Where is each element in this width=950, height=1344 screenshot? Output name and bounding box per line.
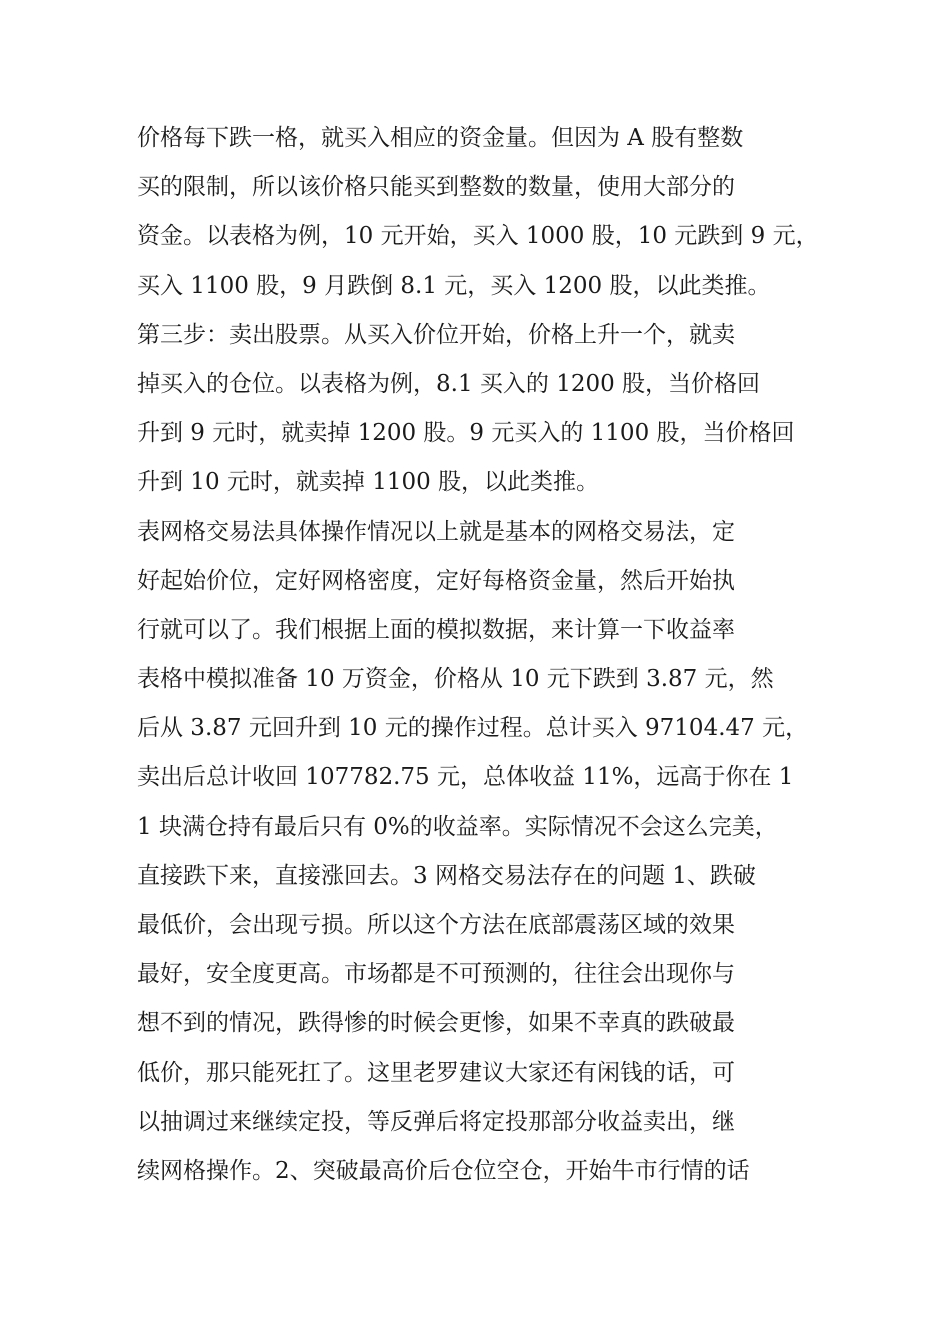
text-line: 买的限制，所以该价格只能买到整数的数量，使用大部分的 [137,174,735,201]
text-line: 好起始价位，定好网格密度，定好每格资金量，然后开始执 [137,567,735,594]
text-line: 掉买入的仓位。以表格为例，8.1 买入的 1200 股，当价格回 [137,370,761,397]
text-line: 1 块满仓持有最后只有 0%的收益率。实际情况不会这么完美， [137,813,778,840]
text-line: 想不到的情况，跌得惨的时候会更惨，如果不幸真的跌破最 [137,1010,735,1037]
text-line: 价格每下跌一格，就买入相应的资金量。但因为 A 股有整数 [137,125,744,151]
text-line: 资金。以表格为例，10 元开始，买入 1000 股，10 元跌到 9 元， [137,223,819,250]
text-line: 第三步：卖出股票。从买入价位开始，价格上升一个，就卖 [137,321,735,348]
text-line: 表格中模拟准备 10 万资金，价格从 10 元下跌到 3.87 元，然 [137,666,774,693]
text-line: 以抽调过来继续定投，等反弹后将定投那部分收益卖出，继 [137,1108,735,1135]
text-line: 升到 10 元时，就卖掉 1100 股，以此类推。 [137,469,600,496]
text-line: 升到 9 元时，就卖掉 1200 股。9 元买入的 1100 股，当价格回 [137,420,795,447]
text-line: 最低价，会出现亏损。所以这个方法在底部震荡区域的效果 [137,912,735,938]
text-line: 后从 3.87 元回升到 10 元的操作过程。总计买入 97104.47 元， [137,715,809,742]
text-line: 行就可以了。我们根据上面的模拟数据，来计算一下收益率 [137,616,735,643]
text-line: 续网格操作。2、突破最高价后仓位空仓，开始牛市行情的话 [137,1157,750,1184]
text-line: 买入 1100 股，9 月跌倒 8.1 元，买入 1200 股，以此类推。 [137,272,771,299]
text-line: 低价，那只能死扛了。这里老罗建议大家还有闲钱的话，可 [137,1059,735,1086]
body-text [137,114,837,1196]
text-line: 表网格交易法具体操作情况以上就是基本的网格交易法，定 [137,518,735,545]
text-line: 最好，安全度更高。市场都是不可预测的，往往会出现你与 [137,961,735,988]
text-line: 直接跌下来，直接涨回去。3 网格交易法存在的问题 1、跌破 [137,862,756,889]
text-line: 卖出后总计收回 107782.75 元，总体收益 11%，远高于你在 1 [137,764,794,791]
